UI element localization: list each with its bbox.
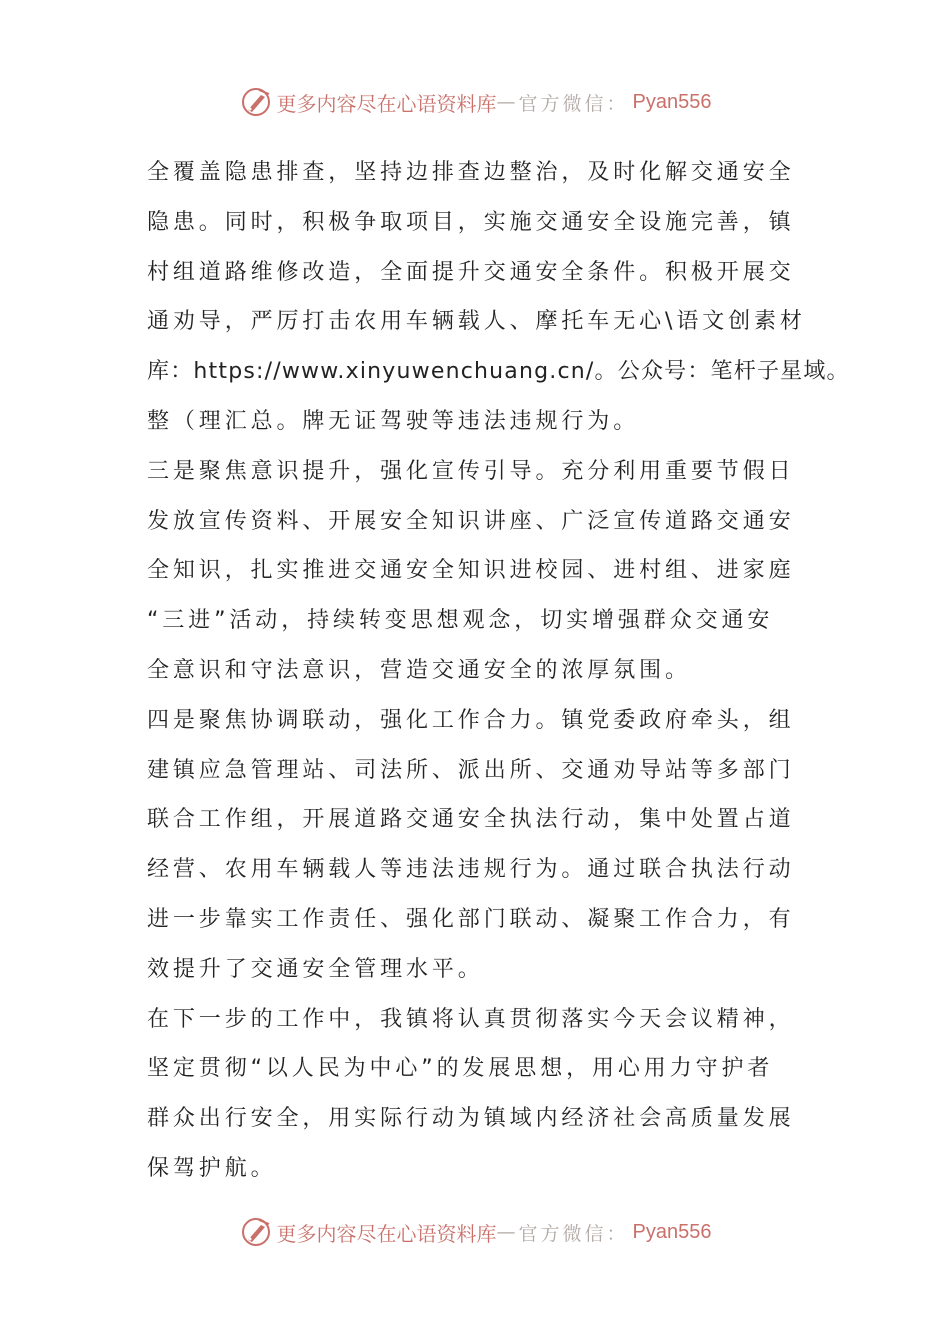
document-body	[147, 148, 850, 1194]
banner-text: 更多内容尽在心语资料库	[276, 1221, 497, 1246]
banner-dash: —	[496, 91, 519, 113]
body-line: “三进”活动，持续转变思想观念，切实增强群众交通安	[147, 608, 774, 634]
pen-nib-circle-icon	[239, 85, 273, 119]
banner-label: 官方微信：	[518, 92, 629, 115]
body-line: 村组道路维修改造，全面提升交通安全条件。积极开展交	[147, 259, 795, 285]
body-line: 全知识，扎实推进交通安全知识进校园、进村组、进家庭	[147, 558, 795, 584]
header-watermark-banner	[0, 82, 950, 122]
banner-text: 更多内容尽在心语资料库	[276, 91, 497, 116]
body-line: 效提升了交通安全管理水平。	[147, 956, 484, 982]
banner-wechat-id: Pyan556	[632, 90, 712, 113]
body-line-url: 库：https://www.xinyuwenchuang.cn/。公众号：笔杆子星域。	[147, 359, 850, 385]
body-line: 群众出行安全，用实际行动为镇域内经济社会高质量发展	[147, 1106, 795, 1132]
body-line: 在下一步的工作中，我镇将认真贯彻落实今天会议精神，	[147, 1006, 795, 1032]
body-line: 联合工作组，开展道路交通安全执法行动，集中处置占道	[147, 807, 795, 833]
body-line: 坚定贯彻“以人民为中心”的发展思想，用心用力守护者	[147, 1056, 774, 1082]
body-line: 整（理汇总。牌无证驾驶等违法违规行为。	[147, 408, 640, 434]
body-line: 建镇应急管理站、司法所、派出所、交通劝导站等多部门	[147, 757, 795, 783]
banner-dash: —	[496, 1221, 519, 1243]
body-line: 进一步靠实工作责任、强化部门联动、凝聚工作合力，有	[147, 906, 795, 932]
banner-label: 官方微信：	[518, 1222, 629, 1245]
body-line: 经营、农用车辆载人等违法违规行为。通过联合执法行动	[147, 857, 795, 883]
body-line: 保驾护航。	[147, 1155, 277, 1181]
body-line: 全覆盖隐患排查，坚持边排查边整治，及时化解交通安全	[147, 160, 795, 185]
body-line: 四是聚焦协调联动，强化工作合力。镇党委政府牵头，组	[147, 707, 795, 733]
body-line: 隐患。同时，积极争取项目，实施交通安全设施完善，镇	[147, 209, 795, 235]
banner-wechat-id: Pyan556	[632, 1220, 712, 1243]
body-line: 发放宣传资料、开展安全知识讲座、广泛宣传道路交通安	[147, 508, 795, 534]
footer-watermark-banner	[0, 1212, 950, 1252]
body-line: 全意识和守法意识，营造交通安全的浓厚氛围。	[147, 657, 691, 683]
body-line: 三是聚焦意识提升，强化宣传引导。充分利用重要节假日	[147, 458, 795, 484]
pen-nib-circle-icon	[239, 1215, 273, 1249]
body-line: 通劝导，严厉打击农用车辆载人、摩托车无心\语文创素材	[147, 309, 806, 335]
